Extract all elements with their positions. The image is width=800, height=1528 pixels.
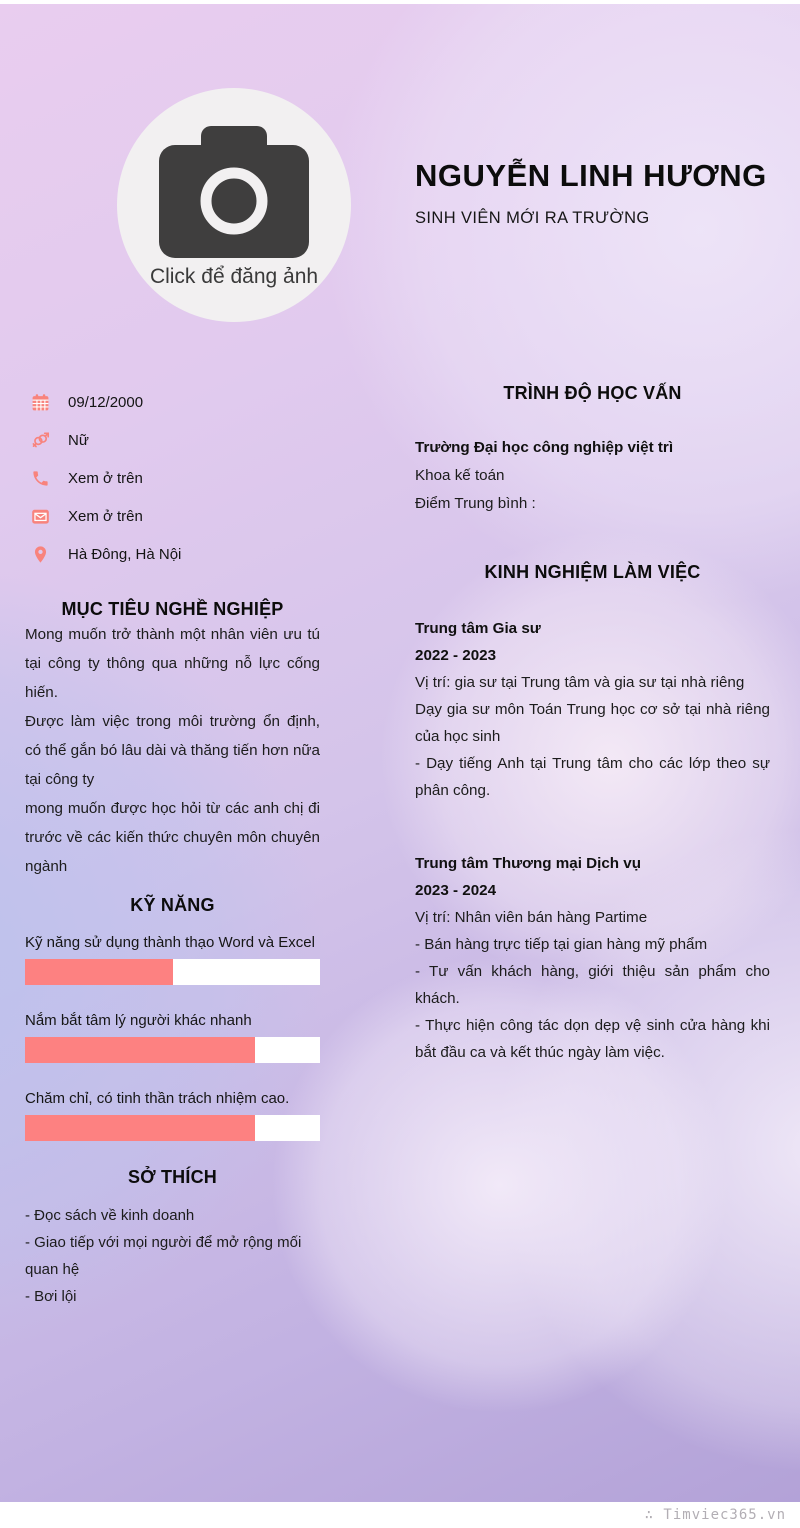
skill-bar-fill bbox=[25, 1115, 255, 1141]
location-icon bbox=[31, 545, 50, 564]
info-value: Xem ở trên bbox=[68, 469, 143, 487]
info-value: 09/12/2000 bbox=[68, 393, 144, 411]
info-row bbox=[25, 421, 320, 459]
skill-bar-fill bbox=[25, 1037, 255, 1063]
info-row bbox=[25, 497, 320, 535]
objective-line: Được làm việc trong môi trường ổn định, có thể gắn bó lâu dài và thăng tiến hơn nữa tại công ty bbox=[25, 713, 320, 788]
header-block bbox=[415, 158, 785, 228]
phone-icon bbox=[31, 469, 50, 488]
info-row bbox=[25, 535, 320, 573]
camera-icon bbox=[159, 126, 309, 258]
objective-text bbox=[25, 620, 320, 881]
skill-label: Chăm chỉ, có tinh thần trách nhiệm cao. bbox=[25, 1090, 290, 1107]
email-icon bbox=[31, 507, 50, 526]
candidate-name: NGUYỄN LINH HƯƠNG bbox=[415, 158, 767, 193]
job-detail: - Tư vấn khách hàng, giới thiệu sản phẩm cho khách. bbox=[415, 963, 770, 1007]
candidate-title: SINH VIÊN MỚI RA TRƯỜNG bbox=[415, 209, 650, 227]
education-school: Trường Đại học công nghiệp việt trì bbox=[415, 439, 674, 456]
info-row bbox=[25, 383, 320, 421]
info-value: Nữ bbox=[68, 431, 89, 449]
info-value: Xem ở trên bbox=[68, 507, 143, 525]
skill-list bbox=[25, 934, 320, 1141]
left-column bbox=[25, 383, 320, 1310]
section-heading-hobbies: SỞ THÍCH bbox=[128, 1167, 217, 1187]
photo-upload-label: Click để đăng ảnh bbox=[149, 264, 319, 288]
education-gpa: Điểm Trung bình : bbox=[415, 495, 536, 512]
info-value: Hà Đông, Hà Nội bbox=[68, 545, 182, 563]
info-row bbox=[25, 459, 320, 497]
skill-label: Kỹ năng sử dụng thành thạo Word và Excel bbox=[25, 934, 315, 951]
job-detail: - Bán hàng trực tiếp tại gian hàng mỹ phẩm bbox=[415, 936, 708, 953]
skill-item bbox=[25, 1090, 320, 1141]
hobby-item: - Đọc sách về kinh doanh bbox=[25, 1207, 195, 1224]
skill-bar bbox=[25, 1037, 320, 1063]
section-heading-education: TRÌNH ĐỘ HỌC VẤN bbox=[503, 383, 682, 403]
skill-bar-fill bbox=[25, 959, 173, 985]
skill-bar bbox=[25, 959, 320, 985]
job-list bbox=[415, 615, 770, 1066]
personal-info-list bbox=[25, 383, 320, 573]
job-position: Vị trí: gia sư tại Trung tâm và gia sư tại nhà riêng bbox=[415, 674, 745, 691]
hobby-item: - Giao tiếp với mọi người để mở rộng mối quan hệ bbox=[25, 1234, 302, 1278]
job-entry bbox=[415, 615, 770, 804]
objective-line: mong muốn được học hỏi từ các anh chị đi trước về các kiến thức chuyên môn chuyên ngành bbox=[25, 800, 320, 875]
right-column bbox=[415, 383, 770, 1066]
job-company: Trung tâm Thương mại Dịch vụ bbox=[415, 855, 641, 872]
skill-item bbox=[25, 1012, 320, 1063]
skill-item bbox=[25, 934, 320, 985]
top-divider bbox=[0, 0, 800, 4]
skill-bar bbox=[25, 1115, 320, 1141]
job-detail: - Thực hiện công tác dọn dẹp vệ sinh cửa hàng khi bắt đầu ca và kết thúc ngày làm việc. bbox=[415, 1017, 770, 1061]
hobby-item: - Bơi lội bbox=[25, 1288, 77, 1305]
gender-icon bbox=[31, 431, 50, 450]
job-entry bbox=[415, 850, 770, 1066]
education-block bbox=[415, 434, 770, 518]
objective-line: Mong muốn trở thành một nhân viên ưu tú tại công ty thông qua những nỗ lực cống hiến. bbox=[25, 626, 320, 701]
section-heading-experience: KINH NGHIỆM LÀM VIỆC bbox=[484, 562, 701, 582]
job-period: 2023 - 2024 bbox=[415, 882, 497, 899]
section-heading-skills: KỸ NĂNG bbox=[130, 895, 215, 915]
skill-label: Nắm bắt tâm lý người khác nhanh bbox=[25, 1012, 252, 1029]
job-position: Vị trí: Nhân viên bán hàng Partime bbox=[415, 909, 648, 926]
job-detail: - Dạy tiếng Anh tại Trung tâm cho các lớp theo sự phân công. bbox=[415, 755, 770, 799]
hobby-list bbox=[25, 1202, 320, 1310]
photo-upload-placeholder[interactable] bbox=[117, 88, 351, 322]
section-heading-objective: MỤC TIÊU NGHỀ NGHIỆP bbox=[61, 599, 284, 619]
watermark: ∴ Timviec365.vn bbox=[0, 1502, 800, 1528]
calendar-icon bbox=[31, 393, 50, 412]
job-period: 2022 - 2023 bbox=[415, 647, 497, 664]
education-major: Khoa kế toán bbox=[415, 467, 505, 484]
job-detail: Dạy gia sư môn Toán Trung học cơ sở tại nhà riêng của học sinh bbox=[415, 701, 770, 745]
job-company: Trung tâm Gia sư bbox=[415, 620, 541, 637]
